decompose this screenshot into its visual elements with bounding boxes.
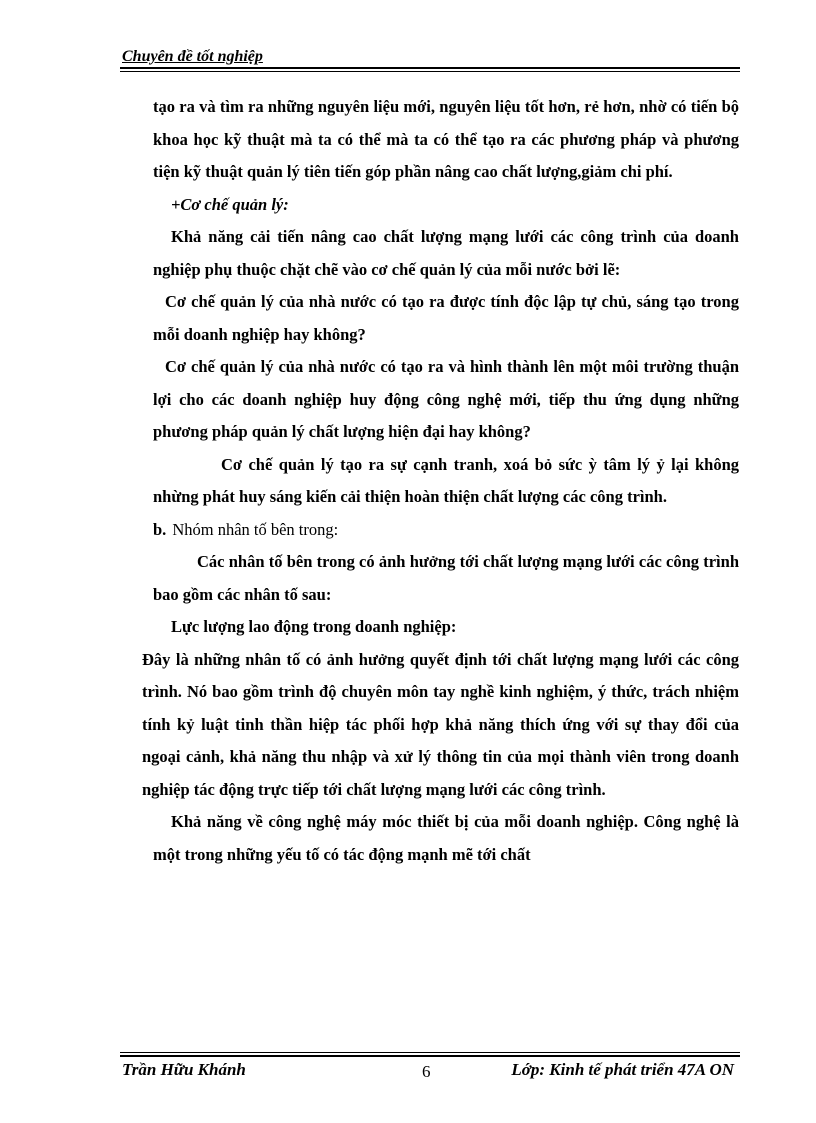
subheading-management-mechanism: +Cơ chế quản lý: <box>171 194 289 214</box>
header-rule-thin <box>120 71 740 72</box>
paragraph-improvement-ability: Khả năng cải tiến nâng cao chất lượng mạng lưới các công trình của doanh nghiệp phụ thuộc chặt chẽ vào cơ chế quản lý của mỗi nước bởi lẽ: <box>153 227 739 279</box>
document-body <box>142 91 739 871</box>
footer-rule <box>120 1055 740 1057</box>
section-heading-text: Nhóm nhân tố bên trong: <box>172 519 339 539</box>
subheading-labor-force: Lực lượng lao động trong doanh nghiệp: <box>171 617 457 636</box>
section-marker: b. <box>153 519 167 539</box>
header-rule <box>120 67 740 69</box>
header-title: Chuyên đề tốt nghiệp <box>122 48 263 65</box>
paragraph-internal-factors-intro: Các nhân tố bên trong có ảnh hưởng tới chất lượng mạng lưới các công trình bao gồm các nhân tố sau: <box>153 552 739 604</box>
page-number: 6 <box>422 1062 431 1081</box>
section-heading-internal-factors <box>153 514 739 547</box>
paragraph-independence: Cơ chế quản lý của nhà nước có tạo ra được tính độc lập tự chủ, sáng tạo trong mỗi doanh nghiệp hay không? <box>153 292 739 344</box>
footer-rule-thin <box>120 1052 740 1053</box>
paragraph-materials: tạo ra và tìm ra những nguyên liệu mới, nguyên liệu tốt hơn, rẻ hơn, nhờ có tiến bộ khoa học kỹ thuật mà ta có thể mà ta có thể tạo ra các phương pháp và phương tiện kỹ thuật quản lý tiên tiến góp phần nâng cao chất lượng,giảm chi phí. <box>153 97 739 181</box>
paragraph-favorable-environment: Cơ chế quản lý của nhà nước có tạo ra và hình thành lên một môi trường thuận lợi cho các doanh nghiệp huy động công nghệ mới, tiếp thu ứng dụng những phương pháp quản lý chất lượng hiện đại hay không? <box>153 357 739 441</box>
page-footer <box>120 1052 740 1082</box>
paragraph-labor-force: Đây là những nhân tố có ảnh hưởng quyết định tới chất lượng mạng lưới các công trình. Nó bao gồm trình độ chuyên môn tay nghề kinh nghiệm, ý thức, trách nhiệm tính kỷ luật tinh thần hiệp tác phối hợp khả năng thích ứng với sự thay đổi của ngoại cảnh, khả năng thu nhập và xử lý thông tin của mọi thành viên trong doanh nghiệp tác động trực tiếp tới chất lượng mạng lưới các công trình. <box>142 649 739 799</box>
paragraph-competition: Cơ chế quản lý tạo ra sự cạnh tranh, xoá bỏ sức ỳ tâm lý ỷ lại không nhừng phát huy sáng kiến cải thiện hoàn thiện chất lượng các công trình. <box>153 454 739 506</box>
footer-author: Trần Hữu Khánh <box>122 1060 246 1079</box>
footer-class: Lớp: Kinh tế phát triển 47A ON <box>511 1060 734 1079</box>
page-header <box>120 48 740 70</box>
paragraph-technology: Khả năng về công nghệ máy móc thiết bị của mỗi doanh nghiệp. Công nghệ là một trong những yếu tố có tác động mạnh mẽ tới chất <box>153 812 739 864</box>
